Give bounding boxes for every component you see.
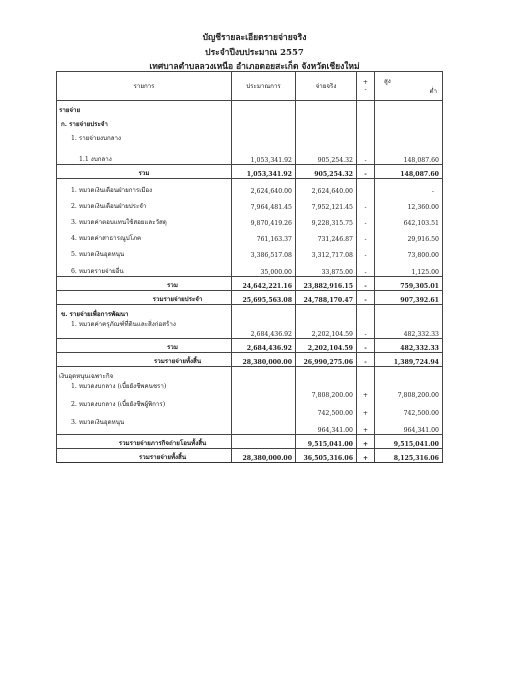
row-label: 6. หมวดรายจ่ายอื่น	[57, 259, 232, 277]
diff-cell: 742,500.00	[375, 399, 443, 417]
diff-cell: 1,125.00	[375, 259, 443, 277]
budget-cell: 28,380,000.00	[232, 353, 296, 367]
actual-cell: 36,505,316.06	[296, 449, 357, 463]
row-label: รายจ่าย	[57, 101, 232, 115]
row-label: รวม	[57, 339, 232, 353]
table-row	[57, 305, 443, 319]
actual-cell: 33,875.00	[296, 259, 357, 277]
table-row	[57, 195, 443, 211]
actual-cell: 905,254.32	[296, 165, 357, 179]
actual-cell: 23,882,916.15	[296, 277, 357, 291]
diff-high-label: สูง	[384, 78, 391, 85]
budget-cell: 2,684,436.92	[232, 319, 296, 339]
diff-cell: 1,389,724.94	[375, 353, 443, 367]
row-label: ก. รายจ่ายประจำ	[57, 115, 232, 129]
actual-cell: 26,990,275.06	[296, 353, 357, 367]
col-sign-header	[357, 72, 375, 101]
budget-cell: 2,624,640.00	[232, 179, 296, 195]
diff-cell: 29,916.50	[375, 227, 443, 243]
row-label: 4. หมวดค่าสาธารณูปโภค	[57, 227, 232, 243]
diff-cell: 642,103.51	[375, 211, 443, 227]
row-label: รวมรายจ่ายประจำ	[57, 291, 232, 305]
sign-cell: -	[357, 143, 375, 165]
diff-cell: 482,332.33	[375, 319, 443, 339]
actual-cell: 2,624,640.00	[296, 179, 357, 195]
budget-cell: 2,684,436.92	[232, 339, 296, 353]
row-label: 3. หมวดค่าตอบแทนใช้สอยและวัสดุ	[57, 211, 232, 227]
sign-cell: -	[357, 165, 375, 179]
actual-cell: 3,312,717.08	[296, 243, 357, 259]
actual-cell: 2,202,104.59	[296, 319, 357, 339]
table-row	[57, 243, 443, 259]
table-header-row	[57, 72, 443, 101]
diff-cell: 7,808,200.00	[375, 381, 443, 399]
table-row	[57, 101, 443, 115]
row-label: 1. หมวดเงินเดือนฝ่ายการเมือง	[57, 179, 232, 195]
actual-cell: 731,246.87	[296, 227, 357, 243]
table-row	[57, 129, 443, 143]
sign-plus: +	[362, 79, 369, 86]
expense-table	[56, 71, 443, 463]
diff-cell: 9,515,041.00	[375, 435, 443, 449]
budget-cell: 25,695,563.08	[232, 291, 296, 305]
document-title: บัญชีรายละเอียดรายจ่ายจริง	[202, 33, 307, 43]
row-label: รวมรายจ่ายภารกิจถ่ายโอนทั้งสิ้น	[57, 435, 232, 449]
table-row	[57, 417, 443, 435]
col-item-header: รายการ	[57, 72, 232, 101]
actual-cell: 905,254.32	[296, 143, 357, 165]
table-row-final-total	[57, 449, 443, 463]
fiscal-year-title: ประจำปีงบประมาณ 2557	[205, 48, 304, 58]
budget-cell	[232, 381, 296, 399]
budget-cell: 35,000.00	[232, 259, 296, 277]
row-label: รวมรายจ่ายทั้งสิ้น	[57, 353, 232, 367]
organization-title: เทศบาลตำบลลวงเหนือ อำเภอดอยสะเก็ด จังหวัดเชียงใหม่	[149, 62, 360, 72]
diff-cell: 8,125,316.06	[375, 449, 443, 463]
budget-cell: 24,642,221.16	[232, 277, 296, 291]
table-row	[57, 115, 443, 129]
diff-cell: -	[375, 179, 443, 195]
row-label: 3. หมวดเงินอุดหนุน	[57, 417, 232, 435]
budget-cell	[232, 399, 296, 417]
sign-cell: +	[357, 449, 375, 463]
sign-cell: -	[357, 211, 375, 227]
actual-cell: 2,202,104.59	[296, 339, 357, 353]
sign-cell: -	[357, 339, 375, 353]
table-row	[57, 179, 443, 195]
row-label: รวม	[57, 277, 232, 291]
diff-cell: 759,305.01	[375, 277, 443, 291]
budget-cell: 7,964,481.45	[232, 195, 296, 211]
budget-cell: 9,870,419.26	[232, 211, 296, 227]
sign-cell: -	[357, 277, 375, 291]
diff-cell: 73,800.00	[375, 243, 443, 259]
table-row	[57, 399, 443, 417]
table-row	[57, 381, 443, 399]
sign-cell: +	[357, 381, 375, 399]
actual-cell: 964,341.00	[296, 417, 357, 435]
row-label: 5. หมวดเงินอุดหนุน	[57, 243, 232, 259]
table-row-transfer-total	[57, 435, 443, 449]
actual-cell: 7,808,200.00	[296, 381, 357, 399]
col-budget-header: ประมาณการ	[232, 72, 296, 101]
budget-cell: 28,380,000.00	[232, 449, 296, 463]
diff-cell: 907,392.61	[375, 291, 443, 305]
diff-cell: 148,087.60	[375, 143, 443, 165]
col-actual-header: จ่ายจริง	[296, 72, 357, 101]
row-label: 1.1 งบกลาง	[57, 143, 232, 165]
sign-cell: -	[357, 319, 375, 339]
table-row	[57, 211, 443, 227]
sign-cell: -	[357, 195, 375, 211]
sign-cell: -	[357, 243, 375, 259]
sign-cell: -	[357, 259, 375, 277]
budget-cell: 761,163.37	[232, 227, 296, 243]
col-diff-header	[375, 72, 443, 101]
row-label: 1. หมวดค่าครุภัณฑ์ที่ดินและสิ่งก่อสร้าง	[57, 319, 232, 339]
sign-cell: -	[357, 353, 375, 367]
table-row-subtotal	[57, 165, 443, 179]
table-row	[57, 319, 443, 339]
actual-cell: 742,500.00	[296, 399, 357, 417]
table-row-subtotal	[57, 339, 443, 353]
diff-cell: 964,341.00	[375, 417, 443, 435]
diff-cell: 482,332.33	[375, 339, 443, 353]
table-row-total	[57, 291, 443, 305]
row-label: รวมรายจ่ายทั้งสิ้น	[57, 449, 232, 463]
diff-cell: 148,087.60	[375, 165, 443, 179]
budget-cell: 1,053,341.92	[232, 165, 296, 179]
table-row	[57, 143, 443, 165]
actual-cell: 9,228,315.75	[296, 211, 357, 227]
diff-low-label: ต่ำ	[429, 88, 437, 95]
sign-cell: -	[357, 291, 375, 305]
row-label: 2. หมวดงบกลาง (เบี้ยยังชีพผู้พิการ)	[57, 399, 232, 417]
budget-cell: 1,053,341.92	[232, 143, 296, 165]
row-label: รวม	[57, 165, 232, 179]
sign-cell: +	[357, 435, 375, 449]
sign-cell: +	[357, 417, 375, 435]
row-label: 1. หมวดงบกลาง (เบี้ยยังชีพคนชรา)	[57, 381, 232, 399]
table-row	[57, 259, 443, 277]
table-row	[57, 367, 443, 381]
budget-cell	[232, 435, 296, 449]
actual-cell: 24,788,170.47	[296, 291, 357, 305]
row-label: 2. หมวดเงินเดือนฝ่ายประจำ	[57, 195, 232, 211]
actual-cell: 9,515,041.00	[296, 435, 357, 449]
budget-cell	[232, 417, 296, 435]
row-label: ข. รายจ่ายเพื่อการพัฒนา	[57, 305, 232, 319]
table-row-subtotal	[57, 277, 443, 291]
sign-cell: -	[357, 227, 375, 243]
budget-cell: 3,386,517.08	[232, 243, 296, 259]
sign-cell: +	[357, 399, 375, 417]
row-label: เงินอุดหนุนเฉพาะกิจ	[57, 367, 232, 381]
row-label: 1. รายจ่ายงบกลาง	[57, 129, 232, 143]
table-row	[57, 227, 443, 243]
sign-minus: -	[364, 86, 367, 93]
sign-cell	[357, 179, 375, 195]
diff-cell: 12,360.00	[375, 195, 443, 211]
table-row-grand-total	[57, 353, 443, 367]
actual-cell: 7,952,121.45	[296, 195, 357, 211]
